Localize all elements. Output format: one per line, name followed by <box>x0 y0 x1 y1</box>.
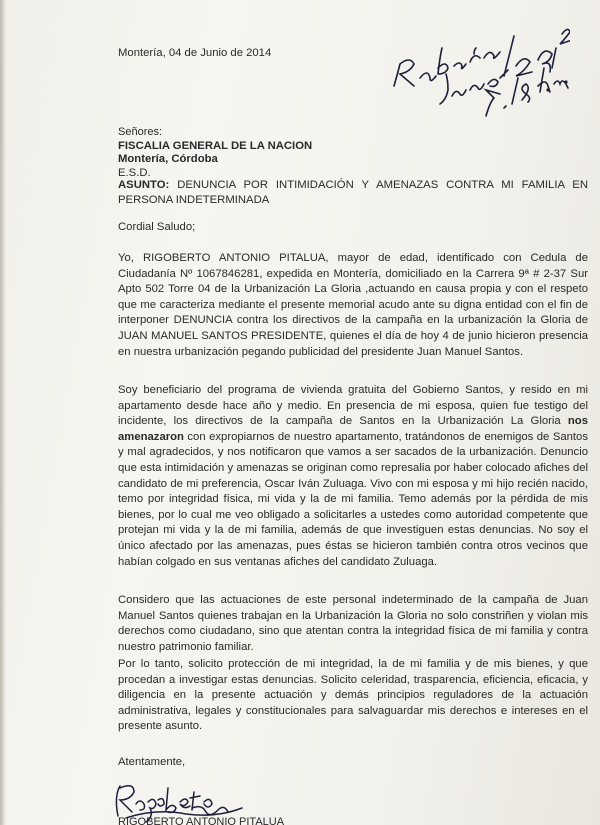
paragraph-2-bold: nos amenazaron <box>118 415 588 443</box>
paragraph-2 <box>118 383 588 570</box>
recipient-salutation: Señores: <box>118 126 163 138</box>
recipient-esd: E.S.D. <box>118 166 151 179</box>
subject-label: ASUNTO: <box>118 179 170 191</box>
recipient-block <box>118 126 312 180</box>
paragraph-2-end: con expropiarnos de nuestro apartamento, tratándonos de enemigos de Santos y mal agradecidos, y nos notificaron que vamos a ser sacados de la urbanización. Denuncio que esta intimidación y amenazas se originan como represalia por haber colocado afiches del candidato de mi preferencia, Oscar Iván Zuluaga. Vivo con mi esposa y mi hijo recién nacido, temo por integridad física, mi vida y la de mi familia. Temo además por la pérdida de mis bienes, por lo cual me veo obligado a solicitarles a ustedes como autoridad competente que protejan mi vida y la de mi familia, además de que investiguen estas denuncias. No soy el único afectado por las amenazas, pues éstas se hicieron también contra otros vecinos que habían colgado en sus ventanas afiches del candidato Zuluaga. <box>118 430 588 568</box>
paragraph-1: Yo, RIGOBERTO ANTONIO PITALUA, mayor de edad, identificado con Cedula de Ciudadanía Nº 1067846281, expedida en Montería, domiciliado en la Carrera 9ª # 2-37 Sur Apto 502 Torre 04 de la Urbanización La Gloria ,actuando en causa propia y con el respeto que me caracteriza mediante el presente memorial acudo ante su digna entidad con el fin de interponer DENUNCIA contra los directivos de la campaña en la urbanización la Gloria de JUAN MANUEL SANTOS PRESIDENTE, quienes el día de hoy 4 de junio hicieron presencia en nuestra urbanización pegando publicidad del presidente Juan Manuel Santos. <box>118 252 588 358</box>
signer-name: RIGOBERTO ANTONIO PITALUA <box>118 816 285 825</box>
svg-text:Radicada: Radicada <box>380 8 385 9</box>
closing: Atentamente, <box>118 756 186 768</box>
recipient-name: FISCALIA GENERAL DE LA NACION <box>118 139 313 152</box>
place-date: Montería, 04 de Junio de 2014 <box>118 47 272 59</box>
paragraph-4: Por lo tanto, solicito protección de mi integridad, la de mi familia y de mis bienes, y que procedan a investigar estas denuncias. Solicito celeridad, trasparencia, eficiencia, eficacia, y diligencia en la presente actuación y demás principios reguladores de la actuación administrativa, legales y constitucionales para salvaguardar mis derechos e intereses en el presente asunto. <box>118 658 588 733</box>
greeting: Cordial Saludo; <box>118 221 196 233</box>
handwritten-filing-note <box>380 8 570 128</box>
subject-text: DENUNCIA POR INTIMIDACIÓN Y AMENAZAS CONTRA MI FAMILIA EN PERSONA INDETERMINADA <box>118 179 588 206</box>
recipient-city: Montería, Córdoba <box>118 153 218 165</box>
subject-line <box>118 178 588 207</box>
paragraph-2-start: Soy beneficiario del programa de vivienda gratuita del Gobierno Santos, y resido en mi apartamento desde hace año y medio. En presencia de mi esposa, quien fue testigo del incidente, los directivos de la campaña de Santos en la Urbanización La Gloria <box>118 384 588 428</box>
paragraph-3: Considero que las actuaciones de este personal indeterminado de la campaña de Juan Manuel Santos quienes trabajan en la Urbanización la Gloria no solo constriñen y violan mis derechos como ciudadano, sino que atentan contra la integridad física de mi familia y contra nuestro patrimonio familiar. <box>118 594 588 653</box>
